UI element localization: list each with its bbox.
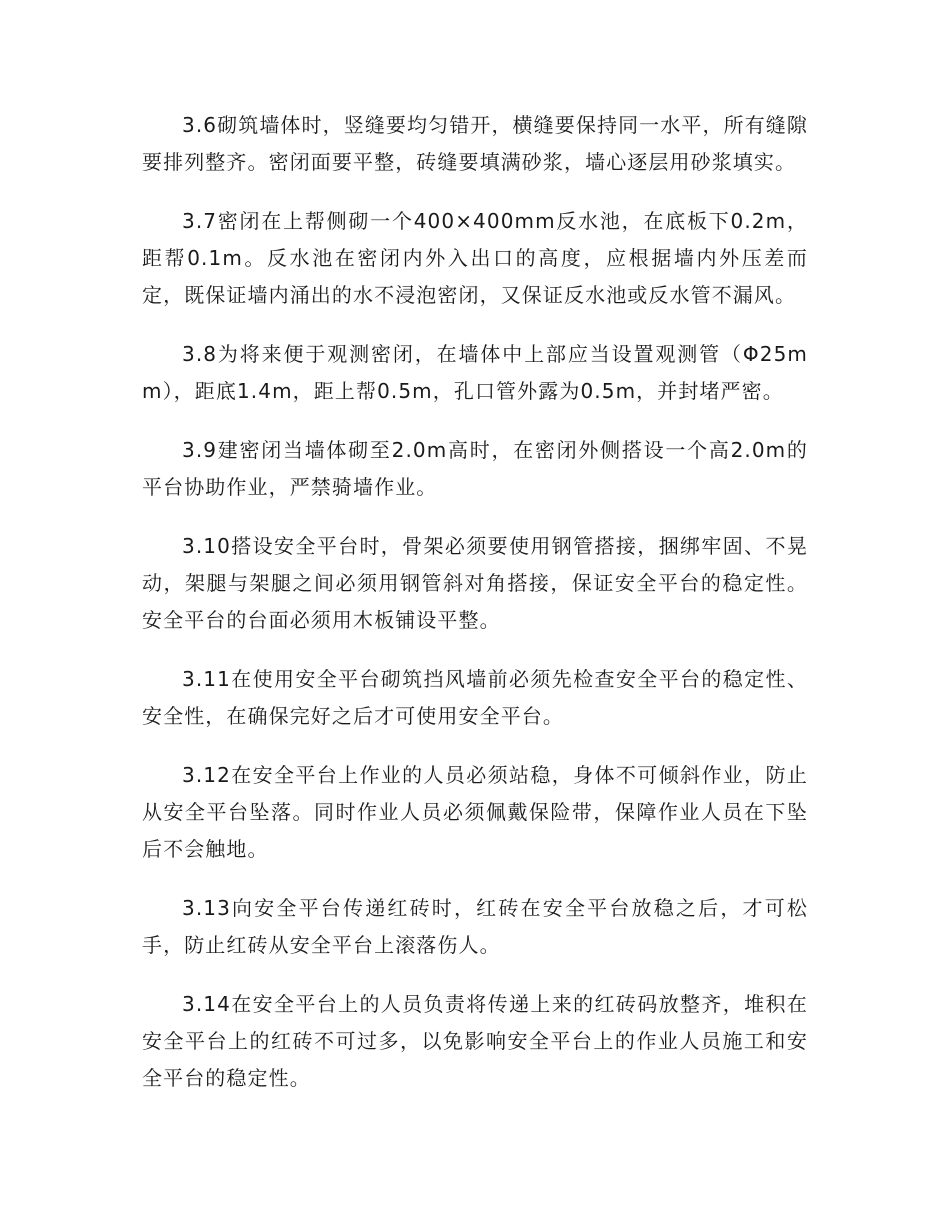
paragraph-3-13: 3.13向安全平台传递红砖时，红砖在安全平台放稳之后，才可松手，防止红砖从安全平台上滚落伤人。 [142,896,808,957]
paragraph-3-8: 3.8为将来便于观测密闭，在墙体中上部应当设置观测管（Φ25mm），距底1.4m，距上帮0.5m，孔口管外露为0.5m，并封堵严密。 [142,342,808,403]
document-body [142,107,808,1119]
paragraph-3-14: 3.14在安全平台上的人员负责将传递上来的红砖码放整齐，堆积在安全平台上的红砖不可过多，以免影响安全平台上的作业人员施工和安全平台的稳定性。 [142,992,808,1090]
paragraph-3-9: 3.9建密闭当墙体砌至2.0m高时，在密闭外侧搭设一个高2.0m的平台协助作业，严禁骑墙作业。 [142,438,808,499]
paragraph-3-11: 3.11在使用安全平台砌筑挡风墙前必须先检查安全平台的稳定性、安全性，在确保完好之后才可使用安全平台。 [142,667,808,728]
paragraph-3-7: 3.7密闭在上帮侧砌一个400×400mm反水池，在底板下0.2m，距帮0.1m。反水池在密闭内外入出口的高度，应根据墙内外压差而定，既保证墙内涌出的水不浸泡密闭，又保证反水池或反水管不漏风。 [142,209,808,307]
paragraph-3-12: 3.12在安全平台上作业的人员必须站稳，身体不可倾斜作业，防止从安全平台坠落。同时作业人员必须佩戴保险带，保障作业人员在下坠后不会触地。 [142,763,808,861]
paragraph-3-6: 3.6砌筑墙体时，竖缝要均匀错开，横缝要保持同一水平，所有缝隙要排列整齐。密闭面要平整，砖缝要填满砂浆，墙心逐层用砂浆填实。 [142,113,808,174]
paragraph-3-10: 3.10搭设安全平台时，骨架必须要使用钢管搭接，捆绑牢固、不晃动，架腿与架腿之间必须用钢管斜对角搭接，保证安全平台的稳定性。安全平台的台面必须用木板铺设平整。 [142,534,808,632]
